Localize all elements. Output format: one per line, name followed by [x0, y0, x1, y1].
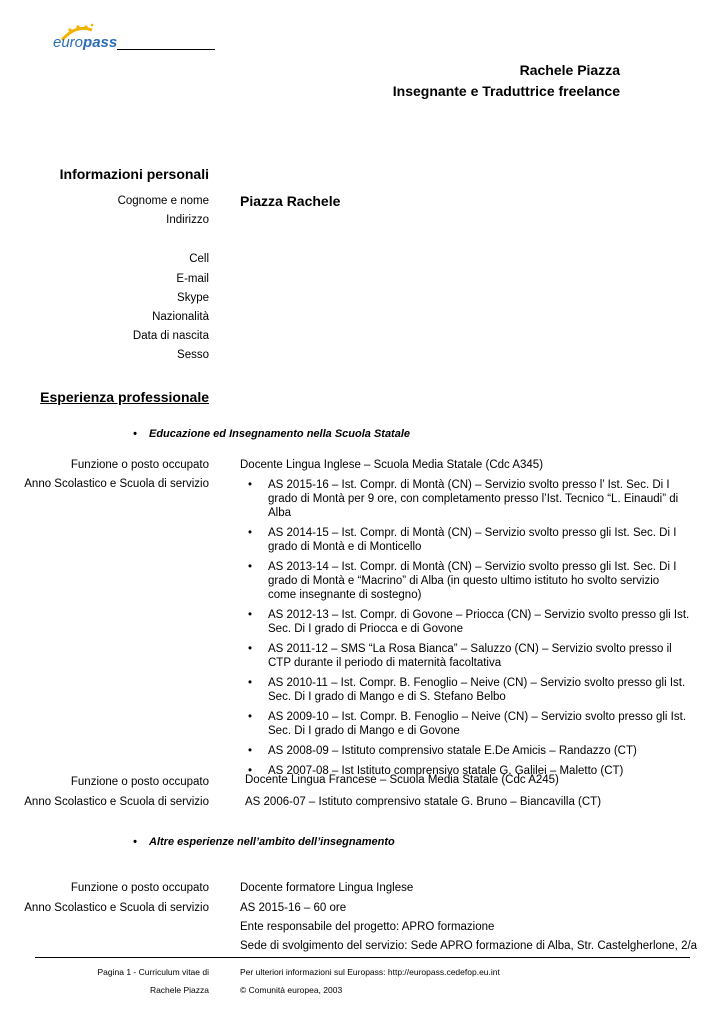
label-skype: Skype — [177, 292, 209, 304]
list-item: • AS 2015-16 – Ist. Compr. di Montà (CN) – Servizio svolto presso l’ Ist. Sec. Di I grado di Montà per 9 ore, con completamento presso l’Ist. Tecnico “L. Einaudi” di Alba — [240, 478, 690, 520]
list-item: • AS 2011-12 – SMS “La Rosa Bianca” – Saluzzo (CN) – Servizio svolto presso il CTP durante il periodo di maternità facoltativa — [240, 642, 690, 670]
label-sex: Sesso — [177, 349, 209, 361]
header-name: Rachele Piazza — [519, 62, 620, 78]
footer-page-label: Pagina 1 - Curriculum vitae di — [97, 967, 209, 977]
label-year-2: Anno Scolastico e Scuola di servizio — [24, 796, 209, 808]
list-item: • AS 2012-13 – Ist. Compr. di Govone – Priocca (CN) – Servizio svolto presso gli Ist. Sec. Di I grado di Priocca e di Govone — [240, 608, 690, 636]
europass-logo — [50, 22, 220, 54]
label-role-3: Funzione o posto occupato — [70, 882, 209, 894]
list-item: • AS 2014-15 – Ist. Compr. di Montà (CN) – Servizio svolto presso gli Ist. Sec. Di I grado di Montà e di Monticello — [240, 526, 690, 554]
label-email: E-mail — [176, 273, 209, 285]
value-role-3: Docente formatore Lingua Inglese — [240, 882, 414, 894]
list-item: • AS 2013-14 – Ist. Compr. di Montà (CN) – Servizio svolto presso gli Ist. Sec. Di I grado di Montà e “Macrino” di Alba (in questo ultimo istituto ho svolto servizio come insegnante di sostegno) — [240, 560, 690, 602]
subsection-other-teaching-label: Altre esperienze nell’ambito dell’insegnamento — [149, 836, 395, 848]
label-name: Cognome e nome — [117, 195, 209, 207]
label-year-3: Anno Scolastico e Scuola di servizio — [24, 902, 209, 914]
value-entity-3: Ente responsabile del progetto: APRO formazione — [240, 921, 495, 933]
value-role-1: Docente Lingua Inglese – Scuola Media Statale (Cdc A345) — [240, 459, 544, 471]
subsection-other-teaching — [133, 836, 395, 848]
label-cell: Cell — [189, 253, 209, 265]
logo-text-euro: euro — [53, 34, 84, 51]
footer-author: Rachele Piazza — [149, 985, 209, 995]
subsection-state-school-label: Educazione ed Insegnamento nella Scuola Statale — [149, 428, 411, 440]
list-item: • AS 2010-11 – Ist. Compr. B. Fenoglio – Neive (CN) – Servizio svolto presso gli Ist. Sec. Di I grado di Mango e di S. Stefano Belbo — [240, 676, 690, 704]
label-role-1: Funzione o posto occupato — [70, 459, 209, 471]
list-item: • AS 2007-08 – Ist Istituto comprensivo statale G. Galilei – Maletto (CT) — [240, 764, 690, 778]
value-name: Piazza Rachele — [240, 193, 341, 209]
logo-underline — [117, 49, 215, 50]
header-role: Insegnante e Traduttrice freelance — [392, 83, 620, 99]
section-title-personal: Informazioni personali — [59, 166, 209, 182]
value-year-3: AS 2015-16 – 60 ore — [240, 902, 347, 914]
label-nationality: Nazionalità — [152, 311, 209, 323]
label-birth: Data di nascita — [132, 330, 209, 342]
label-role-2: Funzione o posto occupato — [70, 776, 209, 788]
bullet-icon: • — [133, 836, 137, 848]
label-address: Indirizzo — [166, 214, 209, 226]
value-location-3: Sede di svolgimento del servizio: Sede APRO formazione di Alba, Str. Castelgherlone, 2/a — [240, 940, 698, 952]
logo-text-pass: pass — [83, 34, 118, 51]
list-item: • AS 2009-10 – Ist. Compr. B. Fenoglio – Neive (CN) – Servizio svolto presso gli Ist. Sec. Di I grado di Mango e di Govone — [240, 710, 690, 738]
list-item: • AS 2008-09 – Istituto comprensivo statale E.De Amicis – Randazzo (CT) — [240, 744, 690, 758]
label-year-1: Anno Scolastico e Scuola di servizio — [24, 478, 209, 490]
subsection-state-school — [133, 428, 410, 440]
value-year-2: AS 2006-07 – Istituto comprensivo statale G. Bruno – Biancavilla (CT) — [245, 796, 602, 808]
footer-divider — [35, 957, 690, 958]
experience-list — [240, 478, 690, 784]
footer-copyright: © Comunità europea, 2003 — [240, 985, 343, 995]
footer-info: Per ulteriori informazioni sul Europass: http://europass.cedefop.eu.int — [240, 967, 500, 977]
bullet-icon: • — [133, 428, 137, 440]
section-title-experience: Esperienza professionale — [40, 389, 209, 405]
value-role-2: Docente Lingua Francese – Scuola Media Statale (Cdc A245) — [245, 774, 559, 786]
